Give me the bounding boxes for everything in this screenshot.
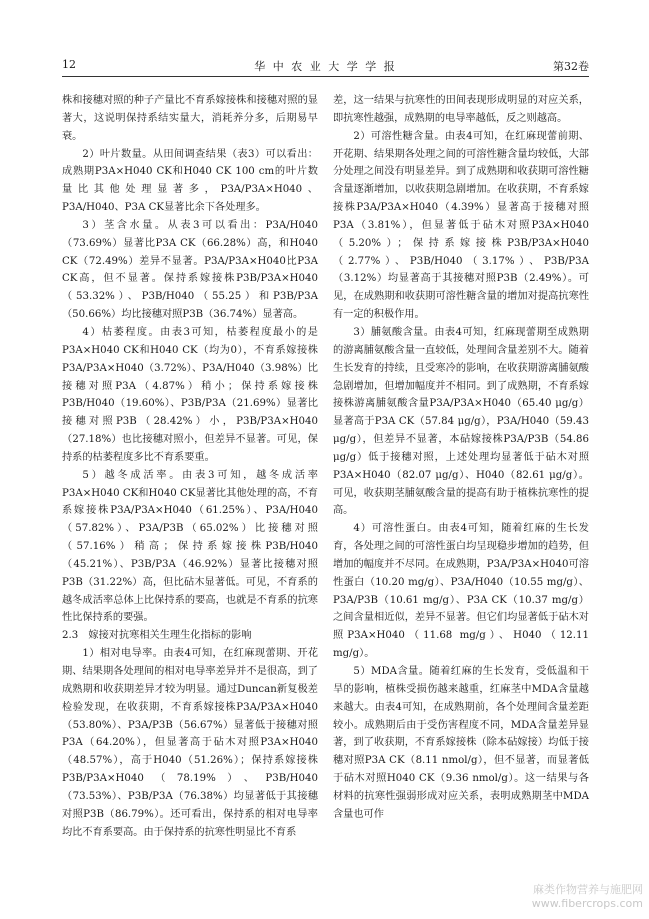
paragraph: 株和接穗对照的种子产量比不育系嫁接株和接穗对照的显著大，这说明保持系结实量大，消耗养分多，后期易早衰。 — [62, 95, 318, 142]
volume-label: 第32卷 — [553, 60, 589, 73]
paragraph: 差，这一结果与抗寒性的田间表现形成明显的对应关系，即抗寒性越强，成熟期的电导率越低，反之则越高。 — [333, 95, 589, 124]
paragraph: 1）相对电导率。由表4可知，在红麻现蕾期、开花期、结果期各处理间的相对电导率差异并不是很高，到了成熟期和收获期差异才较为明显。通过Duncan新复极差检验发现，在收获期，不育系嫁接株P3A/P3A×H040（53.80%）、P3A/P3B（56.67%）显著低于接穗对照P3A（64.20%），但显著高于砧木对照P3A×H040（48.57%），高于H040（51.26%）；保持系嫁接株P3B/P3A×H040（78.19%）、P3B/H040（73.53%）、P3B/P3A（76.38%）均显著低于其接穗对照P3B（86.79%）。还可看出，保持系的相对电导率均比不育系要高。由于保持系的抗寒性明显比不育系 — [62, 648, 318, 838]
paragraph: 4）枯萎程度。由表3可知，枯萎程度最小的是P3A×H040 CK和H040 CK（均为0），不育系嫁接株P3A/P3A×H040（3.72%）、P3A/H040（3.98%）比接穗对照P3A（4.87%）稍小；保持系嫁接株P3B/H040（19.60%）、P3B/P3A（21.69%）显著比接穗对照P3B（28.42%）小，P3B/P3A×H040（27.18%）也比接穗对照小，但差异不显著。可见，保持系的枯萎程度多比不育系要重。 — [62, 326, 318, 463]
header-rule — [62, 76, 589, 77]
paragraph: 4）可溶性蛋白。由表4可知，随着红麻的生长发育，各处理之间的可溶性蛋白均呈现稳步增加的趋势，但增加的幅度并不尽同。在成熟期，P3A/P3A×H040可溶性蛋白（10.20 mg/g）、P3A/H040（10.55 mg/g）、P3A/P3B（10.61 mg/g）、P3A CK（10.37 mg/g）之间含量相近似，差异不显著。但它们均显著低于砧木对照P3A×H040（11.68 mg/g）、H040（12.11 mg/g）。 — [333, 523, 589, 660]
paragraph: 2）可溶性糖含量。由表4可知，在红麻现蕾前期、开花期、结果期各处理之间的可溶性糖含量均较低，大部分处理之间没有明显差异。到了成熟期和收获期可溶性糖含量逐渐增加，以收获期急剧增加。在收获期，不育系嫁接株P3A/P3A×H040（4.39%）显著高于接穗对照P3A（3.81%），但显著低于砧木对照P3A×H040（5.20%）；保持系嫁接株P3B/P3A×H040（2.77%）、P3B/H040（3.17%）、P3B/P3A（3.12%）均显著高于其接穗对照P3B（2.49%）。可见，在成熟期和收获期可溶性糖含量的增加对提高抗寒性有一定的积极作用。 — [333, 130, 589, 321]
paragraph: 3）茎含水量。从表3可以看出：P3A/H040（73.69%）显著比P3A CK（66.28%）高，和H040 CK（72.49%）差异不显著。P3A/P3A×H040比P3A CK高，但不显著。保持系嫁接株P3B/P3A×H040（53.32%）、P3B/H040（55.25）和P3B/P3A（50.66%）均比接穗对照P3B（36.74%）显著高。 — [62, 219, 318, 321]
paragraph: 3）脯氨酸含量。由表4可知，红麻现蕾期至成熟期的游离脯氨酸含量一直较低，处理间含量差别不大。随着生长发育的持续，且受寒冷的影响，在收获期游离脯氨酸急剧增加，但增加幅度并不相同。到了成熟期，不育系嫁接株游离脯氨酸含量P3A/P3A×H040（65.40 μg/g）显著高于P3A CK（57.84 μg/g），P3A/H040（59.43 μg/g），但差异不显著，本砧嫁接株P3A/P3B（54.86 μg/g）低于接穗对照，上述处理均显著低于砧木对照P3A×H040（82.07 μg/g）、H040（82.61 μg/g）。可见，收获期茎脯氨酸含量的提高有助于植株抗寒性的提高。 — [333, 326, 589, 517]
page-number: 12 — [62, 58, 76, 71]
section-heading: 2.3 嫁接对抗寒相关生理生化指标的影响 — [62, 630, 252, 642]
paragraph: 5）MDA含量。随着红麻的生长发育，受低温和干旱的影响，植株受损伤越来越重，红麻茎中MDA含量越来越大。由表4可知，在成熟期前，各个处理间含量差距较小。成熟期后由于受伤害程度不同，MDA含量差异显著，到了收获期，不育系嫁接株（除本砧嫁接）均低于接穗对照P3A CK（8.11 nmol/g），但不显著，而显著低于砧木对照H040 CK（9.36 nmol/g）。这一结果与各材料的抗寒性强弱形成对应关系，表明成熟期茎中MDA含量也可作 — [333, 666, 589, 820]
paragraph: 5）越冬成活率。由表3可知，越冬成活率P3A×H040 CK和H040 CK显著比其他处理的高，不育系嫁接株P3A/P3A×H040（61.25%）、P3A/H040（57.82%）、P3A/P3B（65.02%）比接穗对照（57.16%）稍高；保持系嫁接株P3B/H040（45.21%）、P3B/P3A（46.92%）显著比接穗对照P3B（31.22%）高，但比砧木显著低。可见，不育系的越冬成活率总体上比保持系的要高，也就是不育系的抗寒性比保持系的要强。 — [62, 469, 318, 624]
running-header — [62, 58, 589, 76]
watermark — [523, 883, 643, 911]
paragraph: 2）叶片数量。从田间调查结果（表3）可以看出：成熟期P3A×H040 CK和H040 CK 100 cm的叶片数量比其他处理显著多，P3A/P3A×H040、P3A/H040、P3A CK显著比余下各处理多。 — [62, 148, 318, 214]
journal-title: 华 中 农 业 大 学 学 报 — [254, 60, 397, 73]
right-column — [333, 92, 589, 824]
left-column — [62, 92, 318, 841]
watermark-line: 麻类作物营养与施肥网 — [533, 883, 643, 896]
watermark-url: www.fibercrops.com — [531, 897, 643, 910]
